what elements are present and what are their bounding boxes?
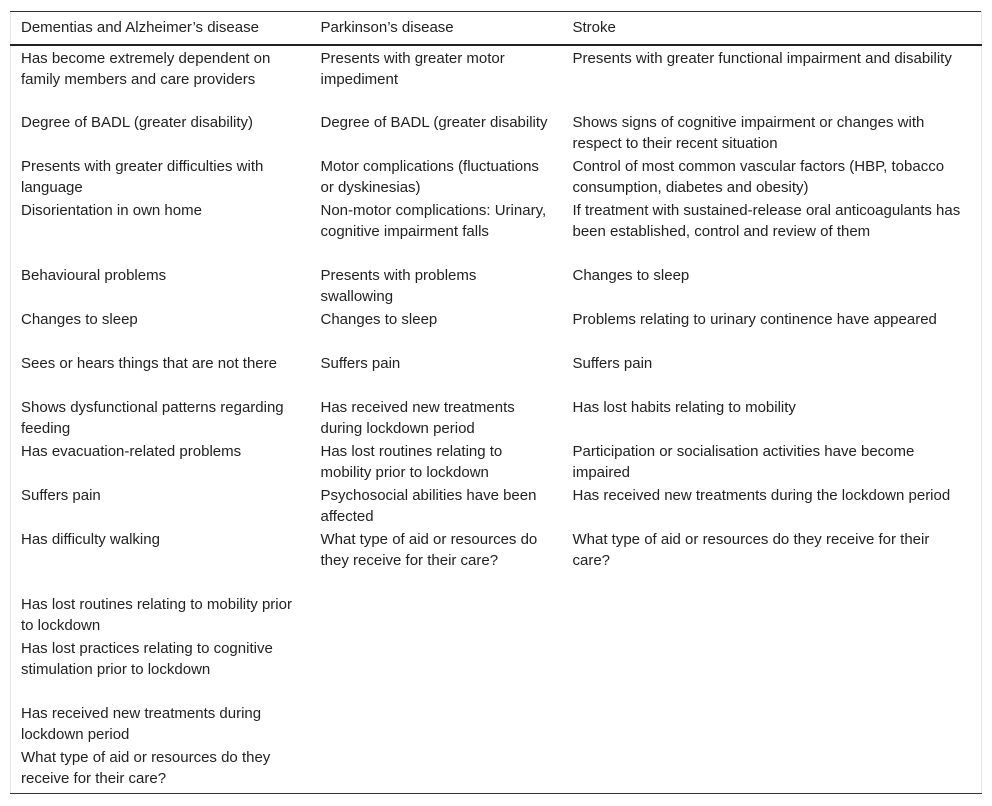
comparison-table: [10, 11, 982, 794]
cell-dementia: Behavioural problems: [21, 267, 167, 284]
table-row: [11, 112, 982, 156]
table-row: [11, 397, 982, 441]
table-row: [11, 45, 982, 112]
cell-parkinsons: Has lost routines relating to mobility prior to lockdown: [320, 443, 503, 481]
cell-stroke: Control of most common vascular factors (HBP, tobacco consumption, diabetes and obesity): [572, 158, 945, 196]
table-row: [11, 353, 982, 397]
cell-parkinsons: Presents with greater motor impediment: [320, 50, 505, 88]
cell-stroke: Shows signs of cognitive impairment or changes with respect to their recent situation: [572, 114, 925, 152]
cell-parkinsons: Motor complications (fluctuations or dyskinesias): [320, 158, 539, 196]
cell-stroke: Presents with greater functional impairment and disability: [572, 50, 952, 67]
cell-stroke: Has lost habits relating to mobility: [572, 399, 796, 416]
cell-parkinsons: [311, 747, 563, 794]
cell-stroke: Problems relating to urinary continence have appeared: [572, 311, 937, 328]
cell-stroke: [563, 594, 982, 638]
cell-stroke: Changes to sleep: [572, 267, 690, 284]
cell-parkinsons: Has received new treatments during lockdown period: [320, 399, 515, 437]
cell-dementia: Has difficulty walking: [21, 531, 160, 548]
cell-parkinsons: Presents with problems swallowing: [320, 267, 477, 305]
cell-stroke: [563, 638, 982, 703]
cell-dementia: Has become extremely dependent on family members and care providers: [21, 50, 271, 88]
cell-stroke: Has received new treatments during the lockdown period: [572, 487, 951, 504]
header-stroke: Stroke: [563, 12, 982, 46]
cell-parkinsons: [311, 594, 563, 638]
cell-dementia: Presents with greater difficulties with language: [21, 158, 264, 196]
cell-parkinsons: [311, 703, 563, 747]
cell-parkinsons: Suffers pain: [320, 355, 401, 372]
header-parkinsons: Parkinson’s disease: [311, 12, 563, 46]
comparison-table-container: [10, 11, 981, 794]
cell-dementia: Degree of BADL (greater disability): [21, 114, 254, 131]
table-row: [11, 265, 982, 309]
cell-parkinsons: What type of aid or resources do they receive for their care?: [320, 531, 538, 569]
cell-stroke: What type of aid or resources do they receive for their care?: [572, 531, 930, 569]
cell-parkinsons: Psychosocial abilities have been affected: [320, 487, 537, 525]
table-row: [11, 638, 982, 703]
table-row: [11, 594, 982, 638]
cell-dementia: Has lost practices relating to cognitive stimulation prior to lockdown: [21, 640, 273, 678]
table-body: [11, 45, 982, 794]
table-row: [11, 200, 982, 265]
table-row: [11, 703, 982, 747]
table-row: [11, 309, 982, 353]
table-header: [11, 12, 982, 46]
cell-dementia: Sees or hears things that are not there: [21, 355, 277, 372]
cell-stroke: [563, 747, 982, 794]
cell-dementia: Disorientation in own home: [21, 202, 202, 219]
table-row: [11, 747, 982, 794]
table-row: [11, 529, 982, 594]
table-row: [11, 156, 982, 200]
cell-dementia: What type of aid or resources do they receive for their care?: [21, 749, 271, 787]
cell-parkinsons: Changes to sleep: [320, 311, 438, 328]
cell-dementia: Has received new treatments during lockdown period: [21, 705, 262, 743]
cell-stroke: If treatment with sustained-release oral anticoagulants has been established, control and review of them: [572, 202, 961, 240]
table-row: [11, 441, 982, 485]
cell-stroke: Participation or socialisation activities have become impaired: [572, 443, 915, 481]
cell-stroke: Suffers pain: [572, 355, 653, 372]
cell-dementia: Changes to sleep: [21, 311, 138, 328]
cell-dementia: Shows dysfunctional patterns regarding feeding: [21, 399, 284, 437]
header-dementia: Dementias and Alzheimer’s disease: [11, 12, 311, 46]
cell-dementia: Suffers pain: [21, 487, 101, 504]
cell-parkinsons: Degree of BADL (greater disability: [320, 114, 548, 131]
cell-parkinsons: Non-motor complications: Urinary, cognitive impairment falls: [320, 202, 547, 240]
header-row: [11, 12, 982, 46]
cell-dementia: Has evacuation-related problems: [21, 443, 242, 460]
cell-stroke: [563, 703, 982, 747]
cell-parkinsons: [311, 638, 563, 703]
cell-dementia: Has lost routines relating to mobility prior to lockdown: [21, 596, 292, 634]
table-row: [11, 485, 982, 529]
